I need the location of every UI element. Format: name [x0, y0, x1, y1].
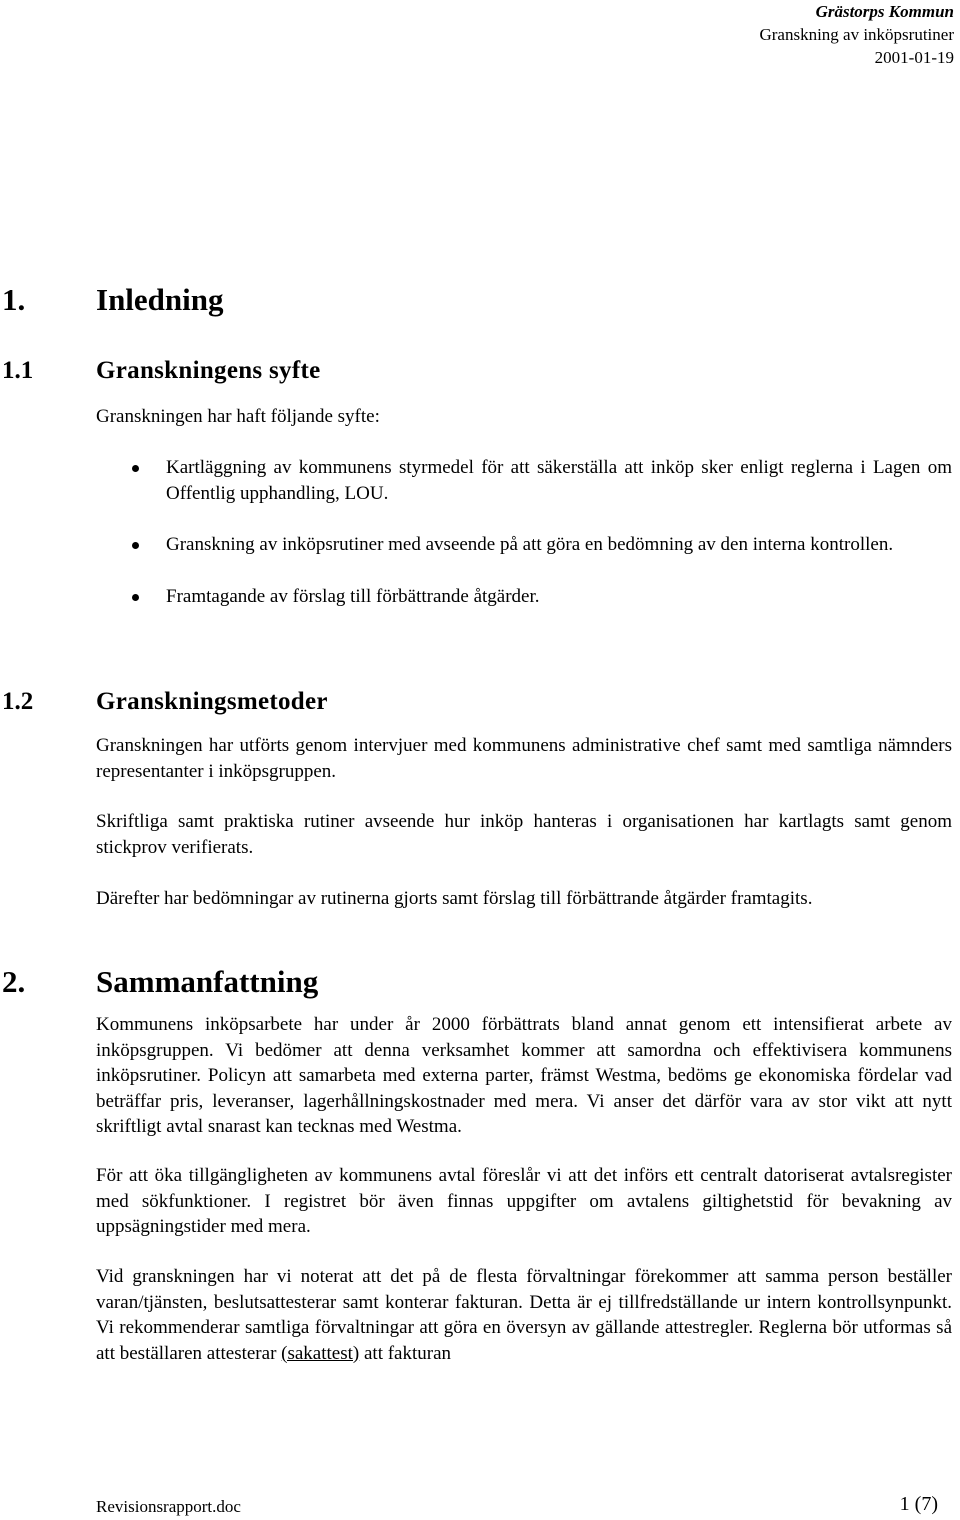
header-report-title: Granskning av inköpsrutiner — [759, 25, 954, 44]
section-1-title: Inledning — [96, 282, 224, 317]
section-1-1-title: Granskningens syfte — [96, 357, 321, 384]
method-paragraph-1: Granskningen har utförts genom intervjuer med kommunens administrative chef samt med samtliga nämnders representanter i inköpsgruppen. — [96, 735, 952, 782]
bullet-icon — [132, 465, 139, 472]
header-organization: Grästorps Kommun — [815, 2, 954, 21]
header-date: 2001-01-19 — [874, 48, 954, 67]
page-header — [759, 0, 954, 69]
summary-paragraph-2: För att öka tillgängligheten av kommunens avtal föreslår vi att det införs ett centralt datoriserat avtalsregister med sökfunktioner. I registret bör även finnas uppgifter om avtalens giltighetstid för bevakning av uppsägningstider med mera. — [96, 1165, 952, 1237]
list-item: Granskning av inköpsrutiner med avseende på att göra en bedömning av den interna kontrollen. — [96, 532, 952, 558]
section-1-1-number: 1.1 — [2, 357, 34, 384]
footer-page-number: 1 (7) — [899, 1493, 938, 1515]
method-paragraph-3: Därefter har bedömningar av rutinerna gjorts samt förslag till förbättrande åtgärder framtagits. — [96, 888, 813, 909]
section-1-number: 1. — [2, 282, 26, 317]
purpose-list — [96, 455, 952, 635]
bullet-icon — [132, 594, 139, 601]
method-paragraph-2: Skriftliga samt praktiska rutiner avseende hur inköp hanteras i organisationen har kartlagts samt genom stickprov verifierats. — [96, 811, 952, 858]
section-1-2-title: Granskningsmetoder — [96, 688, 328, 715]
summary-paragraph-3: Vid granskningen har vi noterat att det på de flesta förvaltningar förekommer att samma person beställer varan/tjänsten, beslutsattesterar samt konterar fakturan. Detta är ej tillfredställande ur intern kontrollsynpunkt. Vi rekommenderar samtliga förvaltningar att göra en översyn av gällande attestregler. Reglerna bör utformas så att beställaren attesterar (sakattest) att fakturan — [96, 1266, 952, 1364]
sakattest-underlined: (sakattest) — [281, 1342, 360, 1364]
section-1-2-number: 1.2 — [2, 688, 34, 715]
summary-paragraph-1: Kommunens inköpsarbete har under år 2000 förbättrats bland annat genom ett intensifierat arbete av inköpsgruppen. Vi bedömer att denna verksamhet kommer att samordna och effektivisera kommunens inköpsrutiner. Policyn att samarbeta med externa parter, främst Westma, bedöms ge ekonomiska fördelar vad beträffar pris, leveranser, lagerhållningskostnader med mera. Vi anser det därför vara av stor vikt att nytt skriftligt avtal snarast kan tecknas med Westma. — [96, 1014, 952, 1137]
section-2-title: Sammanfattning — [96, 964, 319, 999]
list-item: Framtagande av förslag till förbättrande åtgärder. — [96, 584, 952, 610]
bullet-icon — [132, 542, 139, 549]
section-2-number: 2. — [2, 964, 26, 999]
list-item: Kartläggning av kommunens styrmedel för att säkerställa att inköp sker enligt reglerna i Lagen om Offentlig upphandling, LOU. — [96, 455, 952, 506]
section-1-1-intro: Granskningen har haft följande syfte: — [96, 406, 380, 427]
footer-filename: Revisionsrapport.doc — [96, 1497, 241, 1516]
